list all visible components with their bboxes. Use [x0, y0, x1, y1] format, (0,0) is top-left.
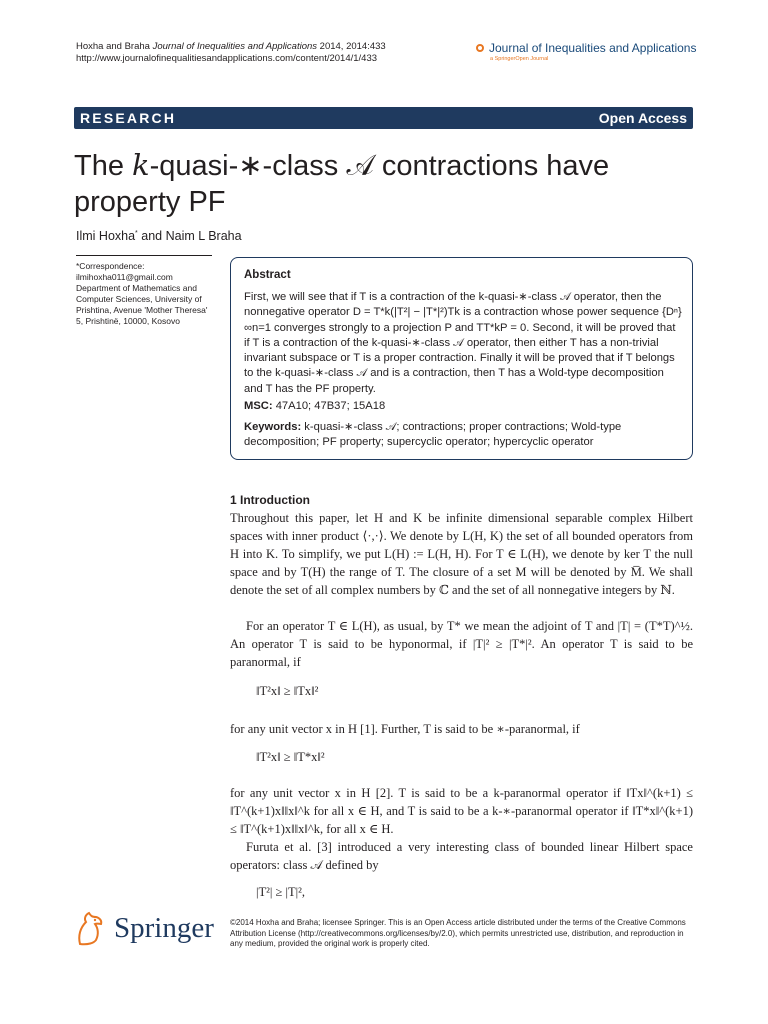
author-list — [76, 229, 242, 243]
article-type-banner — [74, 107, 693, 129]
article-type-label: RESEARCH — [80, 110, 177, 126]
journal-brand-name — [476, 41, 696, 55]
journal-brand-text: Journal of Inequalities and Applications — [489, 41, 697, 55]
paragraph: For an operator T ∈ L(H), as usual, by T* we mean the adjoint of T and |T| = (T*T)^½. An operator T is said to be hyponormal, if |T|² ≥ |T*|². An operator T is said to be paranormal, if — [230, 619, 693, 669]
article-url-link[interactable]: http://www.journalofinequalitiesandapplications.com/content/2014/1/433 — [76, 53, 378, 64]
title-class-symbol: 𝒜 — [346, 150, 374, 182]
correspondence-email-link[interactable]: ilmihoxha011@gmail.com — [76, 272, 173, 282]
title-k: k — [132, 148, 150, 182]
title-part: -quasi-∗-class — [149, 150, 347, 182]
license-notice: ©2014 Hoxha and Braha; licensee Springer. This is an Open Access article distributed under the terms of the Creative Commons Attribution License (http://creativecommons.org/licenses/by/2.0), which permits unrestricted use, distribution, and reproduction in any medium, provided the original work is properly cited. — [230, 918, 686, 948]
msc-value: 47A10; 47B37; 15A18 — [272, 400, 386, 412]
open-access-label: Open Access — [598, 110, 687, 126]
correspondence-label: *Correspondence: — [76, 261, 145, 271]
abstract-heading: Abstract — [244, 269, 291, 281]
abstract-box — [230, 257, 693, 460]
title-part: contractions have — [373, 150, 610, 182]
citation-authors: Hoxha and Braha — [76, 41, 150, 52]
springer-logo — [74, 910, 214, 946]
article-title — [74, 147, 694, 220]
msc-label: MSC: — [244, 400, 273, 412]
paragraph: for any unit vector x in H [1]. Further, T is said to be ∗-paranormal, if — [230, 722, 580, 736]
title-line-2: property PF — [74, 186, 226, 218]
msc-line — [244, 400, 684, 412]
equation-star-paranormal: ‖T²x‖ ≥ ‖T*x‖² — [256, 750, 325, 764]
equation-paranormal: ‖T²x‖ ≥ ‖Tx‖² — [256, 684, 319, 698]
abstract-text: First, we will see that if T is a contraction of the k-quasi-∗-class 𝒜 operator, then the nonnegative operator D = T*k(|T²| − |T*|²)Tk is a contraction whose power sequence {Dⁿ}∞n=1 converges strongly to a projection P and TT*kP = 0. Second, it will be proved that if T is a contraction of the k-quasi-∗-class 𝒜 operator, then either T has a non-trivial invariant subspace or T is a proper contraction. Finally it will be proved that if T belongs to the k-quasi-∗-class 𝒜 and is a contraction, then T has a Wold-type decomposition and T has the PF property. — [244, 291, 682, 395]
citation-journal: Journal of Inequalities and Applications — [152, 41, 318, 52]
author-name[interactable]: Ilmi Hoxha — [76, 229, 136, 243]
citation-line — [76, 41, 386, 53]
paragraph: Furuta et al. [3] introduced a very interesting class of bounded linear Hilbert space operators: class 𝒜 defined by — [230, 840, 693, 872]
journal-brand-subtitle: a SpringerOpen Journal — [490, 56, 549, 62]
correspondence-block — [76, 261, 216, 327]
springer-wordmark: Springer — [114, 911, 214, 944]
journal-brand — [476, 41, 696, 62]
citation-header — [76, 41, 386, 65]
correspondence-affiliation: Department of Mathematics and Computer Sciences, University of Prishtina, Avenue 'Mother Theresa' 5, Prishtinë, 10000, Kosovo — [76, 283, 208, 326]
author-separator: and — [137, 229, 166, 243]
paragraph: Throughout this paper, let H and K be infinite dimensional separable complex Hilbert spaces with inner product ⟨·,·⟩. We denote by L(H, K) the set of all bounded operators from H into K. To simplify, we put L(H) := L(H, H). For T ∈ L(H), we denote by ker T the null space and by T(H) the range of T. The closure of a set M will be denoted by M̅. We shall denote the set of all complex numbers by ℂ and the set of all nonnegative integers by ℕ. — [230, 511, 693, 597]
author-name[interactable]: Naim L Braha — [165, 229, 242, 243]
paragraph: for any unit vector x in H [2]. T is said to be a k-paranormal operator if ‖Tx‖^(k+1) ≤ ‖T^(k+1)x‖‖x‖^k for all x ∈ H, and T is said to be a k-∗-paranormal operator if ‖T*x‖^(k+1) ≤ ‖T^(k+1)x‖‖x‖^k, for all x ∈ H. — [230, 786, 693, 836]
equation-class-a: |T²| ≥ |T|², — [256, 885, 306, 899]
keywords-value: k-quasi-∗-class 𝒜; contractions; proper contractions; Wold-type decomposition; PF property; supercyclic operator; hypercyclic operator — [244, 421, 622, 449]
keywords-line — [244, 420, 684, 451]
keywords-label: Keywords: — [244, 421, 302, 433]
section-heading: 1 Introduction — [230, 493, 310, 507]
springer-horse-icon — [74, 910, 106, 946]
springeropen-ring-icon — [476, 44, 484, 52]
corresponding-mark: * — [135, 229, 138, 237]
correspondence-divider — [76, 255, 212, 256]
title-part: The — [74, 150, 133, 182]
citation-year: 2014, 2014:433 — [319, 41, 386, 52]
